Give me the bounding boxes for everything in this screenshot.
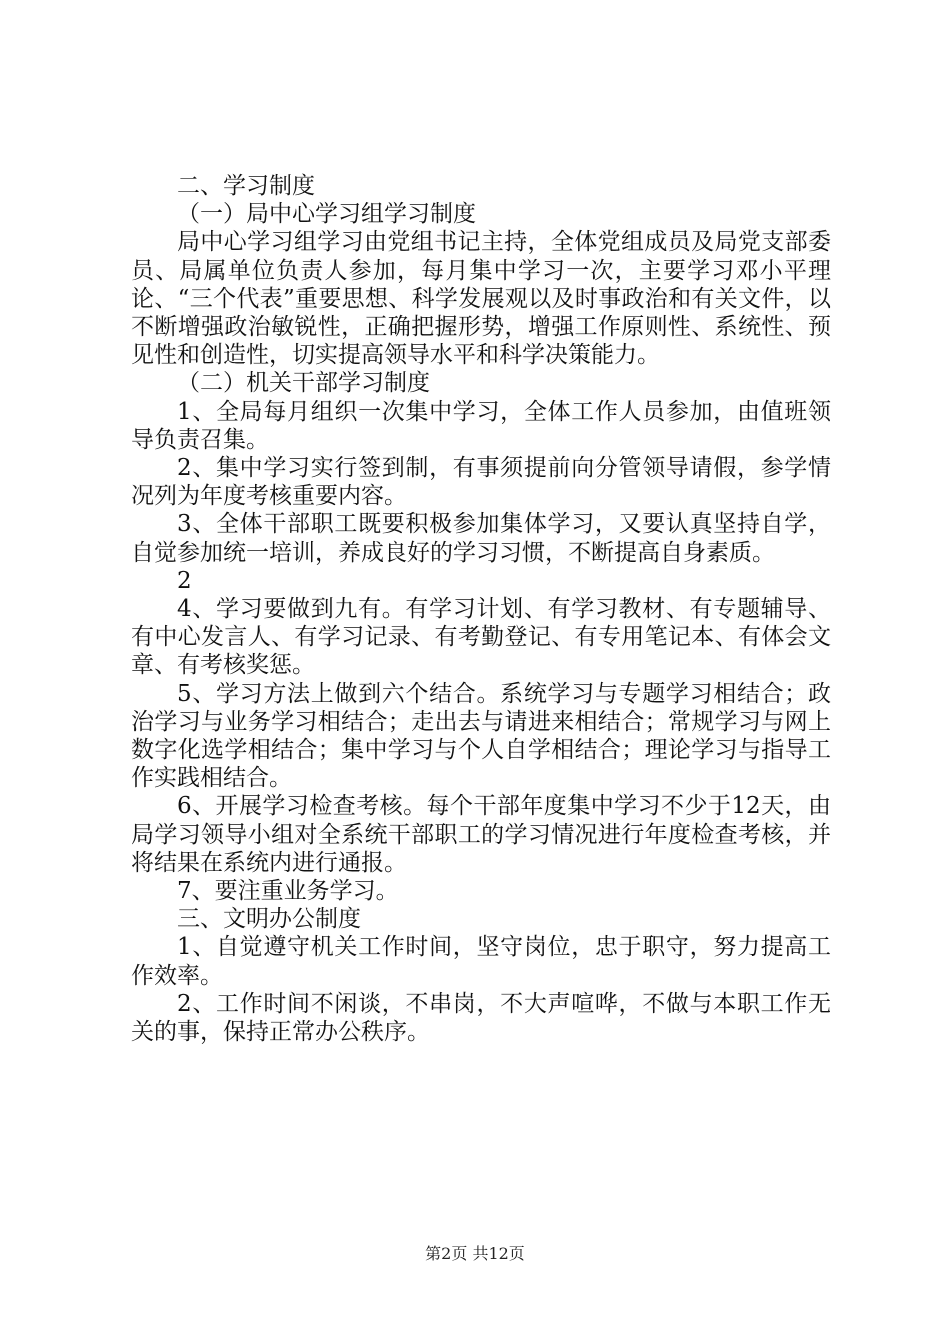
section-heading: 二、学习制度: [177, 173, 315, 199]
list-item: 2、工作时间不闲谈，不串岗，不大声喧哗，不做与本职工作无关的事，保持正常办公秩序。: [131, 990, 831, 1046]
list-item: 3、全体干部职工既要积极参加集体学习，又要认真坚持自学，自觉参加统一培训，养成良好的学习习惯，不断提高自身素质。: [131, 511, 831, 566]
list-item: 6、开展学习检查考核。每个干部年度集中学习不少于12天，由局学习领导小组对全系统干部职工的学习情况进行年度检查考核，并将结果在系统内进行通报。: [131, 793, 831, 876]
list-item: 2、集中学习实行签到制，有事须提前向分管领导请假，参学情况列为年度考核重要内容。: [131, 455, 831, 510]
page-indicator: 第2页 共12页: [425, 1244, 525, 1263]
document-body: [131, 172, 831, 1046]
page-footer: [0, 1244, 950, 1264]
list-item: 7、要注重业务学习。: [177, 878, 399, 905]
list-item: 1、全局每月组织一次集中学习，全体工作人员参加，由值班领导负责召集。: [131, 398, 831, 453]
subsection-heading: （一）局中心学习组学习制度: [177, 201, 476, 228]
stray-page-number: 2: [177, 567, 192, 594]
body-paragraph: 局中心学习组学习由党组书记主持，全体党组成员及局党支部委员、局属单位负责人参加，每月集中学习一次，主要学习邓小平理论、“三个代表”重要思想、科学发展观以及时事政治和有关文件，以不断增强政治敏锐性，正确把握形势，增强工作原则性、系统性、预见性和创造性，切实提高领导水平和科学决策能力。: [131, 229, 831, 369]
subsection-heading: （二）机关干部学习制度: [177, 370, 430, 397]
list-item: 5、学习方法上做到六个结合。系统学习与专题学习相结合；政治学习与业务学习相结合；走出去与请进来相结合；常规学习与网上数字化选学相结合；集中学习与个人自学相结合；理论学习与指导工作实践相结合。: [131, 680, 831, 792]
section-heading: 三、文明办公制度: [177, 906, 361, 933]
list-item: 4、学习要做到九有。有学习计划、有学习教材、有专题辅导、有中心发言人、有学习记录、有考勤登记、有专用笔记本、有体会文章、有考核奖惩。: [131, 596, 831, 679]
list-item: 1、自觉遵守机关工作时间，坚守岗位，忠于职守，努力提高工作效率。: [131, 934, 831, 989]
